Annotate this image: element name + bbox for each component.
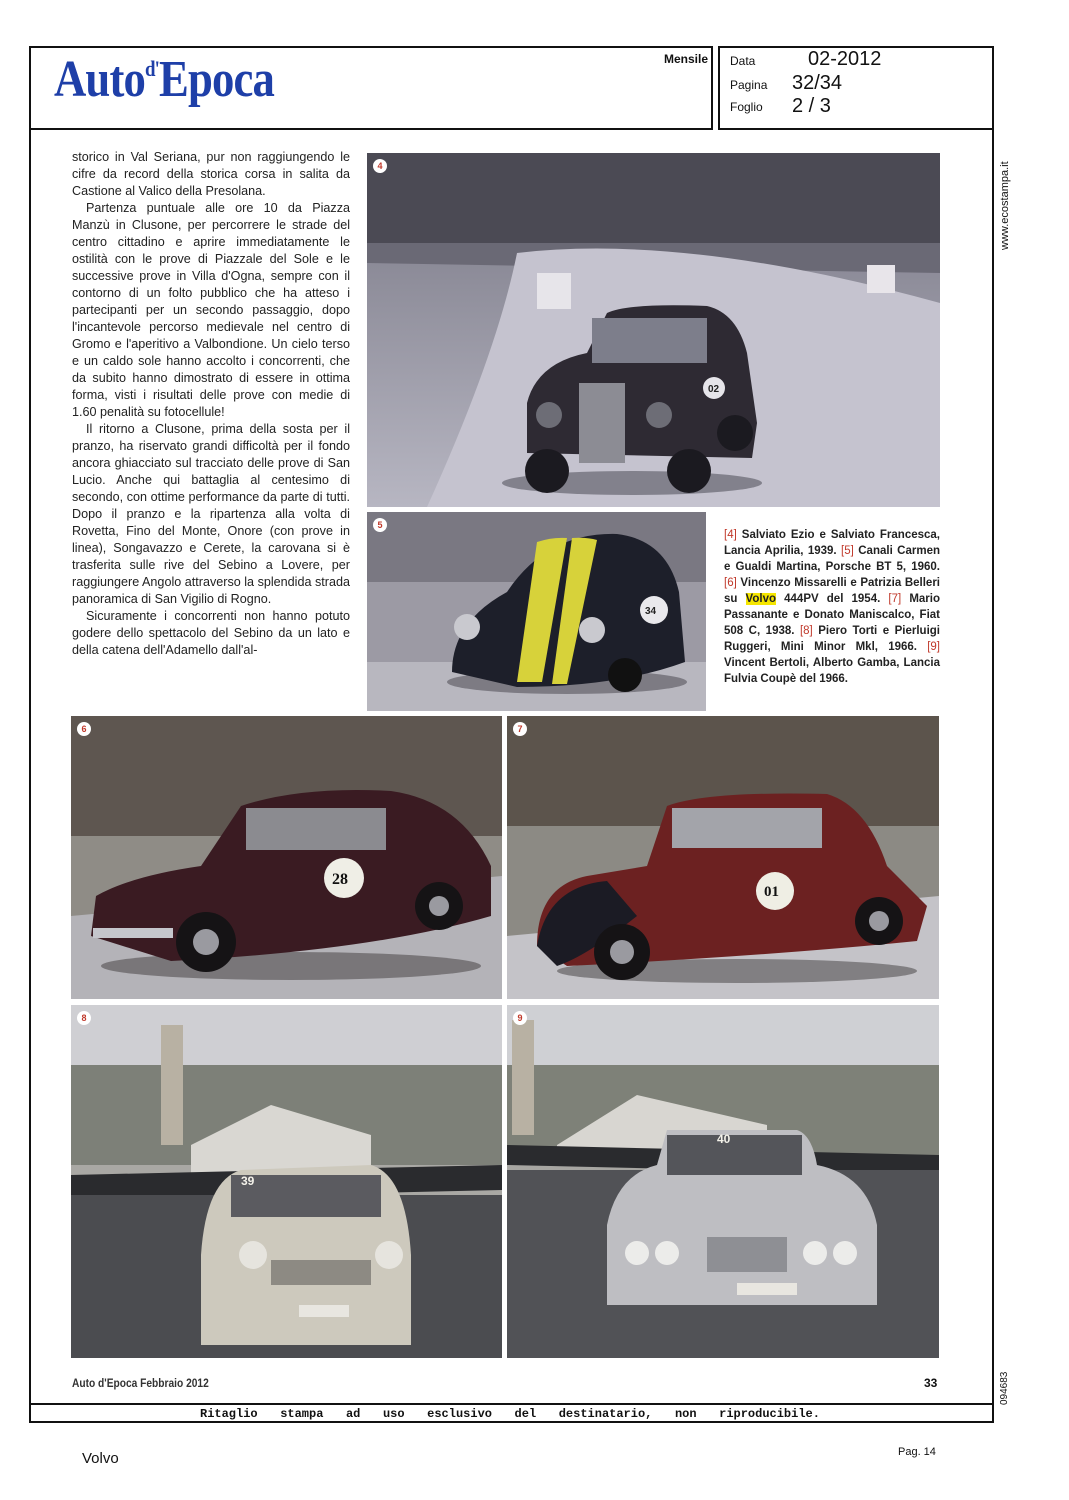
publication-logo <box>54 51 275 108</box>
notice-word: Ritaglio <box>200 1407 258 1421</box>
logo-main: Auto <box>54 51 145 108</box>
caption-text-6b: 444PV del 1954. <box>776 593 881 605</box>
race-number: 28 <box>332 871 348 888</box>
pagina-value: 32/34 <box>792 72 843 94</box>
caption-text-7: Mario Passanante e Donato Maniscalco, Fiat 508 C, 1938. <box>724 593 940 637</box>
notice-word: esclusivo <box>427 1407 492 1421</box>
reproduction-notice <box>200 1407 820 1421</box>
caption-text-8: Piero Torti e Pierluigi Ruggeri, Mini Minor Mkl, 1966. <box>724 625 940 653</box>
photo-lancia-fulvia <box>507 1005 939 1358</box>
notice-word: stampa <box>280 1407 324 1421</box>
notice-word: non <box>674 1407 697 1421</box>
clipping-page: Pag. 14 <box>898 1446 936 1458</box>
car-mini <box>201 1165 411 1345</box>
website-watermark: www.ecostampa.it <box>999 161 1011 250</box>
pagina-label: Pagina <box>730 78 768 92</box>
article-paragraph: Il ritorno a Clusone, prima della sosta per il pranzo, ha riservato grandi difficoltà per il fondo ancora ghiacciato sul tracciato delle prove di San Lucio. Anche qui battaglia al centesimo di secondo, con ottime performance da parte di tutti. Dopo il pranzo e la ripartenza alla volta di Rovetta, Fino del Monte, Onore (con prove in linea), Songavazzo e Cerete, la carovana si è trasferita sulle rive del Sebino a Lovere, per raggiungere Angolo attraverso la splendida strada panoramica di San Vigilio di Rogno. <box>72 422 350 606</box>
photo-number-badge: 9 <box>513 1011 527 1025</box>
caption-text-4: Salviato Ezio e Salviato Francesca, Lancia Aprilia, 1939. <box>724 529 940 557</box>
notice-word: uso <box>382 1407 405 1421</box>
photo-6-image <box>71 716 502 999</box>
article-paragraph: Sicuramente i concorrenti non hanno potuto godere dello spettacolo del Sebino da un lato e della catena dell'Adamello dall'al- <box>72 609 350 657</box>
photo-number-badge: 8 <box>77 1011 91 1025</box>
caption-ref-9: [9] <box>927 641 941 653</box>
article-body <box>72 149 350 659</box>
photo-porsche <box>367 512 706 711</box>
caption-ref-8: [8] <box>799 625 813 637</box>
logo-sup: d' <box>144 56 160 81</box>
notice-word: destinatario, <box>558 1407 653 1421</box>
data-value: 02-2012 <box>808 48 882 70</box>
data-label: Data <box>730 54 756 68</box>
caption-ref-7: [7] <box>888 593 902 605</box>
article-paragraph: Partenza puntuale alle ore 10 da Piazza Manzù in Clusone, per percorrere le strade del centro cittadino e aprire immediatamente le ostilità con le prove di Piazzale del Sole e le successive prove in Villa d'Ogna, sempre con il contorno di un folto pubblico che ha atteso i partecipanti per un secondo passaggio, dopo l'incantevole percorso medievale nel centro di Gromo e l'aperitivo a Valbondione. Un cielo terso e un caldo sole hanno accolto i concorrenti, che da subito hanno dimostrato di essere in ottima forma, visti i risultati delle prove con medie di 1.60 penalità su fotocellule! <box>72 201 350 419</box>
logo-rest: Epoca <box>159 51 275 108</box>
photo-number-badge: 7 <box>513 722 527 736</box>
photo-5-image <box>367 512 706 711</box>
foglio-label: Foglio <box>730 100 763 114</box>
photo-fiat-508 <box>507 716 939 999</box>
client-keyword: Volvo <box>82 1450 119 1467</box>
caption-text-6a: Vincenzo Missarelli e Patrizia Belleri su <box>724 577 940 605</box>
race-number: 34 <box>645 606 657 617</box>
photo-lancia-aprilia <box>367 153 940 507</box>
race-number: 39 <box>241 1174 255 1188</box>
photo-9-image <box>507 1005 939 1358</box>
magazine-footer: Auto d'Epoca Febbraio 2012 <box>72 1376 209 1390</box>
photo-number-badge: 6 <box>77 722 91 736</box>
photo-8-image <box>71 1005 502 1358</box>
photo-4-image <box>367 153 940 507</box>
caption-ref-6: [6] <box>724 577 737 589</box>
caption-ref-4: [4] <box>724 529 737 541</box>
photo-7-image <box>507 716 939 999</box>
race-number: 01 <box>764 884 779 900</box>
frequency-label: Mensile <box>664 52 709 66</box>
photo-number-badge: 5 <box>373 518 387 532</box>
photo-mini-minor <box>71 1005 502 1358</box>
foglio-value: 2 / 3 <box>792 95 831 117</box>
notice-word: riproducibile. <box>719 1407 820 1421</box>
caption-text-9: Vincent Bertoli, Alberto Gamba, Lancia Fulvia Coupè del 1966. <box>724 657 940 685</box>
photo-number-badge: 4 <box>373 159 387 173</box>
race-number: 40 <box>717 1132 731 1146</box>
caption-ref-5: [5] <box>841 545 854 557</box>
caption-text-5: Canali Carmen e Gualdi Martina, Porsche BT 5, 1960. <box>724 545 940 573</box>
notice-word: ad <box>345 1407 361 1421</box>
notice-word: del <box>514 1407 537 1421</box>
race-number: 02 <box>708 384 720 395</box>
photo-caption <box>724 527 940 687</box>
magazine-page-number: 33 <box>924 1376 938 1390</box>
article-paragraph: storico in Val Seriana, pur non raggiungendo le cifre da record della storica corsa in salita da Castione al Valico della Presolana. <box>72 150 350 198</box>
photo-volvo <box>71 716 502 999</box>
highlighted-keyword: Volvo <box>745 593 777 605</box>
document-code: 094683 <box>999 1371 1010 1405</box>
